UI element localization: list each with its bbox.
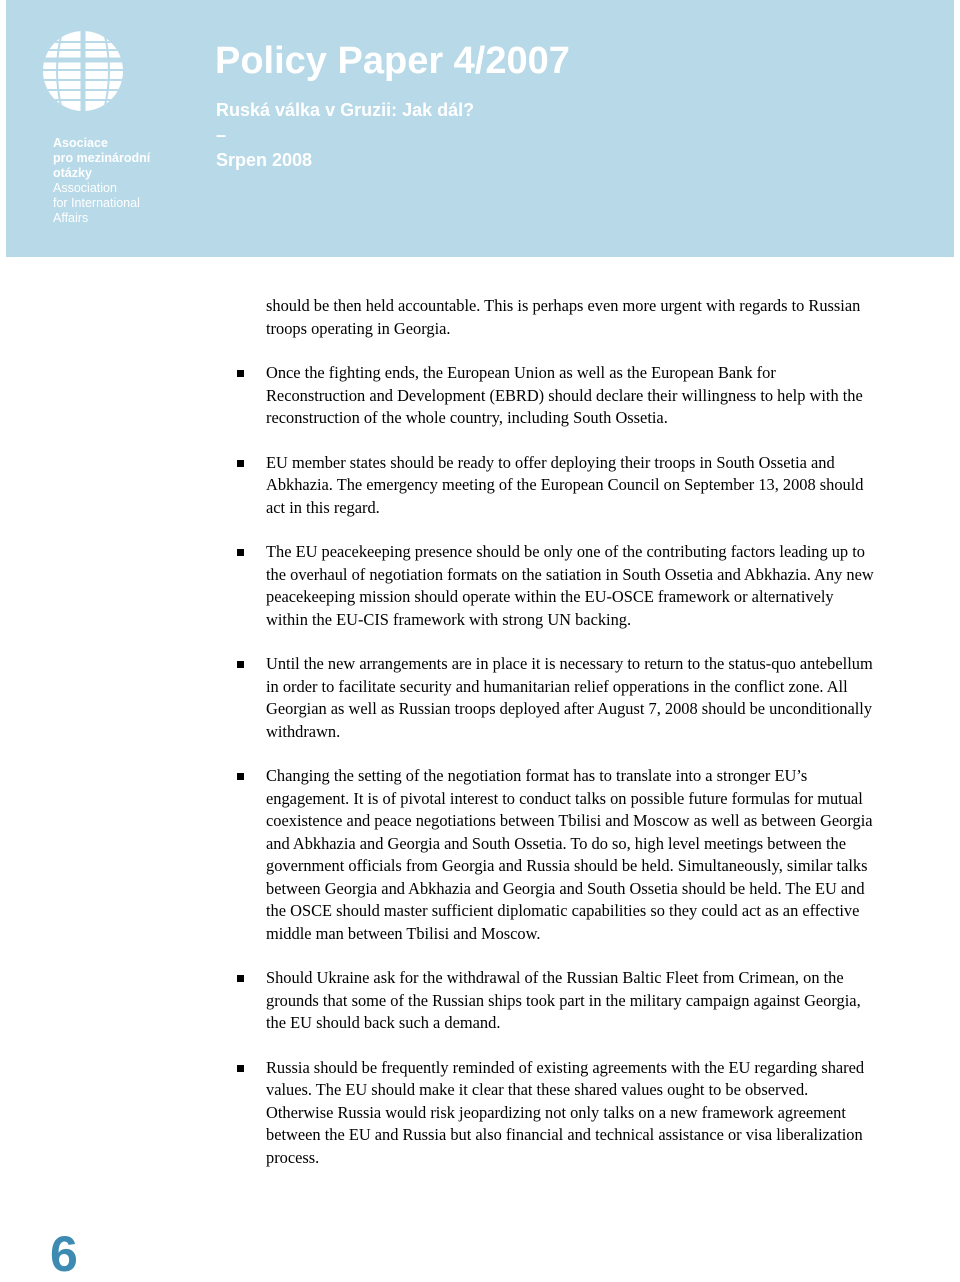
org-name-en-1: Association [53, 181, 117, 195]
bullet-icon [237, 773, 244, 780]
paper-title: Policy Paper 4/2007 [215, 40, 570, 82]
header-band [6, 0, 954, 257]
org-name-en-2: for International [53, 196, 140, 210]
main-content [236, 295, 876, 1191]
bullet-icon [237, 460, 244, 467]
list-item [236, 541, 876, 631]
bullet-icon [237, 1065, 244, 1072]
subtitle-dash: – [216, 125, 227, 145]
org-name-cz-2: pro mezinárodní [53, 151, 151, 165]
org-name-cz-3: otázky [53, 166, 92, 180]
org-name-en-3: Affairs [53, 211, 89, 225]
organization-name [53, 136, 193, 226]
list-item [236, 1057, 876, 1170]
list-item-text: Should Ukraine ask for the withdrawal of the Russian Baltic Fleet from Crimean, on the grounds that some of the Russian ships took part in the military campaign against Georgia, the EU should back such a demand. [266, 968, 861, 1032]
bullet-icon [237, 975, 244, 982]
globe-cross-icon [42, 30, 124, 112]
list-item-text: Changing the setting of the negotiation format has to translate into a stronger EU’s engagement. It is of pivotal interest to conduct talks on possible future formulas for mutual coexistence and peace negotiations between Tbilisi and Moscow as well as between Georgia and Abkhazia and Georgia and South Ossetia. To do so, high level meetings between the government officials from Georgia and Russia should be held. Simultaneously, similar talks between Georgia and Abkhazia and Georgia and South Ossetia should be held. The EU and the OSCE should master sufficient diplomatic capabilities so they could act as an effective middle man between Tbilisi and Moscow. [266, 766, 873, 943]
bullet-icon [237, 661, 244, 668]
list-item [236, 653, 876, 743]
list-item-text: EU member states should be ready to offer deploying their troops in South Ossetia and Abkhazia. The emergency meeting of the European Council on September 13, 2008 should act in this regard. [266, 452, 864, 517]
subtitle-topic: Ruská válka v Gruzii: Jak dál? [216, 100, 475, 120]
list-item-text: Until the new arrangements are in place it is necessary to return to the status-quo antebellum in order to facilitate security and humanitarian relief opperations in the conflict zone. All Georgian as well as Russian troops deployed after August 7, 2008 should be unconditionally withdrawn. [266, 654, 873, 741]
list-item-text: Russia should be frequently reminded of existing agreements with the EU regarding shared values. The EU should make it clear that these shared values ought to be observed. Otherwise Russia would risk jeopardizing not only talks on a new framework agreement between the EU and Russia but also financial and technical assistance or visa liberalization process. [266, 1057, 865, 1167]
list-item [236, 362, 876, 430]
paper-subtitle [216, 98, 474, 173]
list-item-text: The EU peacekeeping presence should be only one of the contributing factors leading up to the overhaul of negotiation formats on the satiation in South Ossetia and Abkhazia. Any new peacekeeping mission should operate within the EU-OSCE framework or alternatively within the EU-CIS framework with strong UN backing. [266, 542, 874, 629]
org-name-cz-1: Asociace [53, 136, 108, 150]
list-item [236, 452, 876, 520]
bullet-icon [237, 370, 244, 377]
list-item [236, 967, 876, 1035]
subtitle-date: Srpen 2008 [216, 150, 313, 170]
continuation-paragraph: should be then held accountable. This is perhaps even more urgent with regards to Russian troops operating in Georgia. [266, 296, 861, 338]
list-item [236, 765, 876, 945]
list-item-text: Once the fighting ends, the European Union as well as the European Bank for Reconstruction and Development (EBRD) should declare their willingness to help with the reconstruction of the whole country, including South Ossetia. [266, 363, 863, 427]
recommendations-list [236, 362, 876, 1169]
page-number: 6 [50, 1226, 78, 1282]
bullet-icon [237, 549, 244, 556]
